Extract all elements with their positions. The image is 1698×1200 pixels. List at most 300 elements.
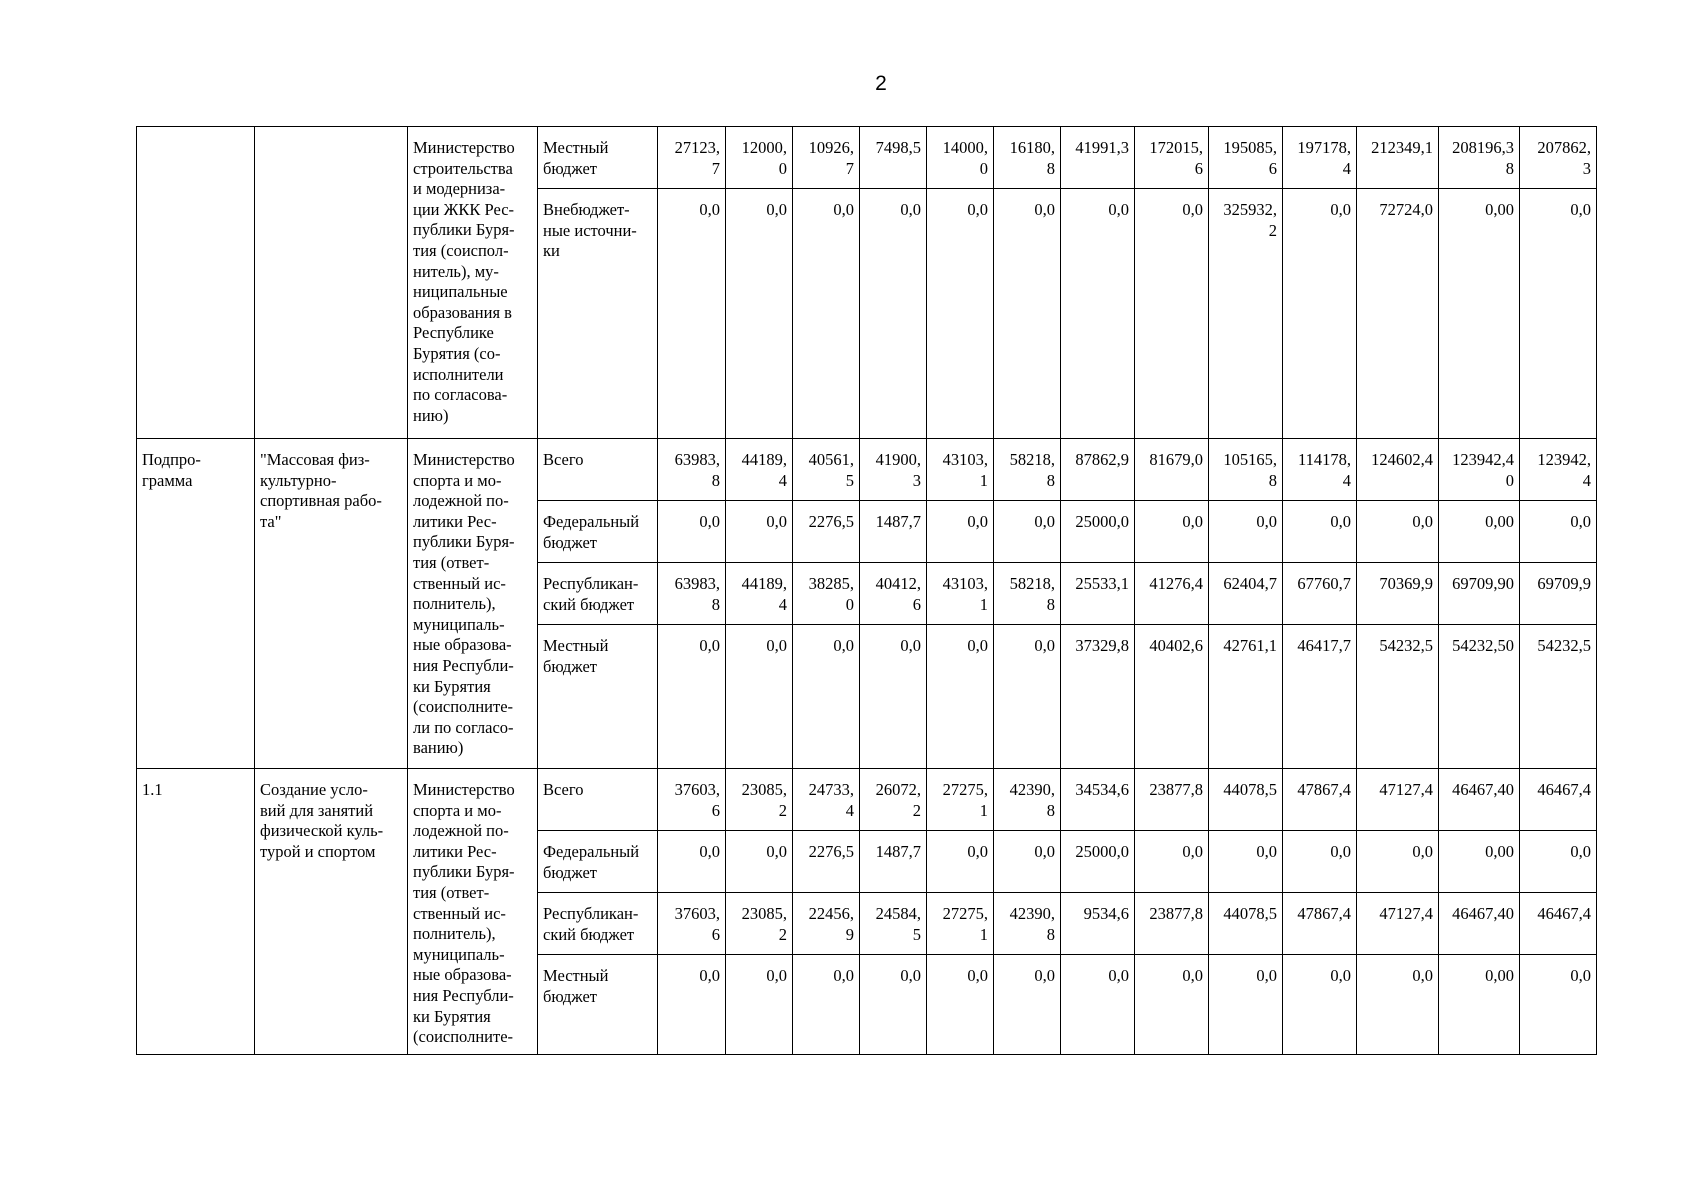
cell-line: 1 — [979, 594, 988, 614]
cell-text — [1212, 780, 1277, 801]
cell-text — [997, 842, 1055, 863]
cell-line: 54232,5 — [1379, 636, 1433, 655]
cell-text — [661, 842, 720, 863]
cell-line: ли по согласо- — [413, 717, 514, 737]
cell-line: физической куль- — [260, 821, 384, 841]
cell-line: исполнители — [413, 364, 504, 384]
cell-text — [1442, 966, 1514, 987]
cell-text — [1523, 780, 1591, 801]
cell-line: 42390, — [1009, 780, 1055, 799]
cell-text — [863, 200, 921, 221]
cell-line: 4 — [1582, 470, 1591, 490]
cell-text — [413, 780, 533, 1048]
cell-text — [1064, 842, 1129, 863]
cell-line: 22456, — [808, 904, 854, 923]
cell-text — [661, 574, 720, 615]
funding-source-cell — [538, 893, 658, 955]
cell-line: 4 — [1342, 158, 1351, 178]
cell-line: 208196,3 — [1452, 138, 1514, 157]
cell-text — [1212, 574, 1277, 595]
cell-line: 2276,5 — [808, 512, 854, 531]
cell-text — [863, 842, 921, 863]
cell-line: 27275, — [942, 904, 988, 923]
value-cell — [1061, 625, 1135, 769]
cell-line: спорта и мо- — [413, 800, 502, 820]
cell-line: бюджет — [543, 986, 597, 1006]
cell-line: ные образова- — [413, 965, 512, 985]
value-cell — [793, 127, 860, 189]
cell-line: Создание усло- — [260, 780, 368, 799]
value-cell — [927, 769, 994, 831]
cell-line: 0,0 — [699, 842, 720, 861]
cell-line: та" — [260, 511, 282, 531]
cell-line: 0,0 — [1412, 512, 1433, 531]
cell-line: 2 — [778, 800, 787, 820]
value-cell — [1283, 625, 1357, 769]
funding-source-cell — [538, 955, 658, 1055]
cell-line: 6 — [711, 800, 720, 820]
cell-line: 0,0 — [900, 636, 921, 655]
cell-text — [796, 904, 854, 945]
cell-line: 46467,40 — [1452, 780, 1514, 799]
cell-line: культурно- — [260, 470, 337, 490]
cell-text — [1138, 636, 1203, 657]
cell-text — [260, 780, 403, 862]
value-cell — [726, 563, 793, 625]
cell-line: 26072, — [875, 780, 921, 799]
cell-line: бюджет — [543, 532, 597, 552]
cell-line: 47867,4 — [1297, 780, 1351, 799]
cell-line: и модерниза- — [413, 179, 506, 199]
cell-line: 114178, — [1297, 450, 1351, 469]
value-cell — [793, 563, 860, 625]
cell-text — [729, 450, 787, 491]
cell-line: Местный — [543, 138, 609, 157]
value-cell — [1439, 769, 1520, 831]
cell-line: 7 — [711, 158, 720, 178]
cell-text — [930, 450, 988, 491]
cell-line: 25000,0 — [1075, 842, 1129, 861]
cell-text — [1523, 904, 1591, 925]
cell-text — [661, 512, 720, 533]
cell-line: 1 — [979, 800, 988, 820]
funding-source-cell — [538, 563, 658, 625]
cell-line: 4 — [845, 800, 854, 820]
cell-text — [1212, 966, 1277, 987]
cell-line: (соисполните- — [413, 1027, 514, 1047]
cell-line: 37329,8 — [1075, 636, 1129, 655]
cell-line: 44189, — [741, 450, 787, 469]
cell-text — [1442, 636, 1514, 657]
cell-line: литики Рес- — [413, 841, 497, 861]
cell-line: ные образова- — [413, 635, 512, 655]
cell-text — [1212, 138, 1277, 179]
cell-line: 43103, — [942, 450, 988, 469]
cell-text — [1064, 966, 1129, 987]
cell-text — [661, 780, 720, 821]
cell-text — [930, 138, 988, 179]
cell-line: 24584, — [875, 904, 921, 923]
cell-text — [729, 966, 787, 987]
value-cell — [1209, 127, 1283, 189]
value-cell — [1357, 955, 1439, 1055]
value-cell — [1520, 769, 1597, 831]
value-cell — [726, 831, 793, 893]
cell-text — [142, 780, 250, 801]
funding-source-cell — [538, 439, 658, 501]
value-cell — [1357, 625, 1439, 769]
cell-line: 0,0 — [1330, 966, 1351, 985]
value-cell — [994, 501, 1061, 563]
cell-text — [930, 636, 988, 657]
cell-text — [661, 138, 720, 179]
cell-text — [997, 512, 1055, 533]
cell-line: 54232,5 — [1537, 636, 1591, 655]
cell-text — [543, 780, 653, 801]
value-cell — [1520, 955, 1597, 1055]
cell-line: 0,0 — [833, 636, 854, 655]
value-cell — [1439, 501, 1520, 563]
cell-line: 0,0 — [1256, 512, 1277, 531]
value-cell — [1520, 127, 1597, 189]
cell-text — [1286, 842, 1351, 863]
cell-text — [930, 200, 988, 221]
value-cell — [1439, 127, 1520, 189]
cell-text — [1360, 780, 1433, 801]
cell-line: Внебюджет- — [543, 200, 630, 219]
cell-line: 0,0 — [1034, 200, 1055, 219]
cell-line: 0,0 — [967, 636, 988, 655]
cell-line: 3 — [1582, 158, 1591, 178]
cell-line: 44078,5 — [1223, 780, 1277, 799]
cell-line: 123942, — [1537, 450, 1591, 469]
cell-line: 0,0 — [1256, 842, 1277, 861]
cell-text — [1442, 780, 1514, 801]
cell-text — [1138, 966, 1203, 987]
cell-line: ванию) — [413, 738, 464, 758]
cell-text — [1286, 512, 1351, 533]
value-cell — [1135, 501, 1209, 563]
cell-text — [796, 450, 854, 491]
value-cell — [658, 893, 726, 955]
value-cell — [793, 625, 860, 769]
program-type-cell — [137, 127, 255, 439]
cell-text — [1523, 842, 1591, 863]
cell-text — [1212, 200, 1277, 241]
value-cell — [1135, 769, 1209, 831]
cell-line: 2276,5 — [808, 842, 854, 861]
cell-line: 195085, — [1223, 138, 1277, 157]
cell-line: ниципальные — [413, 282, 508, 302]
value-cell — [860, 563, 927, 625]
value-cell — [1283, 893, 1357, 955]
cell-text — [1523, 450, 1591, 491]
cell-text — [661, 636, 720, 657]
value-cell — [1439, 831, 1520, 893]
cell-line: 1487,7 — [875, 842, 921, 861]
value-cell — [860, 831, 927, 893]
cell-line: 6 — [1268, 158, 1277, 178]
value-cell — [793, 955, 860, 1055]
cell-text — [1523, 636, 1591, 657]
cell-line: Местный — [543, 966, 609, 985]
executor-cell — [408, 769, 538, 1055]
cell-line: 172015, — [1149, 138, 1203, 157]
value-cell — [658, 439, 726, 501]
value-cell — [1209, 625, 1283, 769]
cell-line: 0,0 — [699, 636, 720, 655]
cell-text — [1064, 636, 1129, 657]
cell-line: спортивная рабо- — [260, 491, 382, 511]
value-cell — [994, 189, 1061, 439]
value-cell — [1061, 769, 1135, 831]
cell-line: 1487,7 — [875, 512, 921, 531]
cell-line: Федеральный — [543, 842, 640, 861]
cell-text — [796, 636, 854, 657]
cell-text — [1442, 450, 1514, 491]
cell-text — [661, 904, 720, 945]
value-cell — [793, 769, 860, 831]
cell-line: 5 — [912, 924, 921, 944]
cell-line: спорта и мо- — [413, 470, 502, 490]
cell-line: ции ЖКК Рес- — [413, 199, 515, 219]
cell-line: литики Рес- — [413, 511, 497, 531]
value-cell — [1520, 439, 1597, 501]
cell-line: 0,0 — [900, 200, 921, 219]
executor-cell — [408, 439, 538, 769]
value-cell — [860, 501, 927, 563]
cell-line: 0,00 — [1485, 200, 1514, 219]
cell-line: 105165, — [1223, 450, 1277, 469]
cell-line: 41991,3 — [1075, 138, 1129, 157]
cell-line: (соисполните- — [413, 697, 514, 717]
value-cell — [793, 893, 860, 955]
cell-text — [1064, 512, 1129, 533]
cell-text — [863, 966, 921, 987]
cell-line: 46467,4 — [1537, 904, 1591, 923]
cell-line: 0,0 — [766, 200, 787, 219]
cell-line: лодежной по- — [413, 821, 509, 841]
value-cell — [927, 831, 994, 893]
cell-line: 5 — [845, 470, 854, 490]
cell-text — [543, 574, 653, 615]
value-cell — [927, 189, 994, 439]
cell-line: ки Бурятия — [413, 1006, 491, 1026]
value-cell — [1357, 189, 1439, 439]
cell-line: 9534,6 — [1083, 904, 1129, 923]
value-cell — [1061, 893, 1135, 955]
cell-line: 0,0 — [1034, 636, 1055, 655]
value-cell — [994, 769, 1061, 831]
cell-line: 24733, — [808, 780, 854, 799]
cell-line: ки Бурятия — [413, 676, 491, 696]
cell-line: 16180, — [1009, 138, 1055, 157]
cell-line: 0,0 — [1182, 200, 1203, 219]
cell-text — [997, 636, 1055, 657]
cell-text — [863, 574, 921, 615]
value-cell — [1283, 831, 1357, 893]
cell-text — [863, 138, 921, 159]
cell-line: тия (соиспол- — [413, 240, 509, 260]
cell-line: 63983, — [674, 574, 720, 593]
cell-line: 3 — [912, 470, 921, 490]
value-cell — [1357, 831, 1439, 893]
cell-line: 0,00 — [1485, 842, 1514, 861]
cell-text — [543, 450, 653, 471]
program-type-cell — [137, 439, 255, 769]
cell-line: 0,0 — [1182, 966, 1203, 985]
cell-text — [1360, 200, 1433, 221]
cell-text — [543, 966, 653, 1007]
value-cell — [860, 893, 927, 955]
value-cell — [1209, 439, 1283, 501]
cell-text — [1360, 138, 1433, 159]
cell-text — [1360, 966, 1433, 987]
value-cell — [1283, 563, 1357, 625]
cell-text — [1212, 450, 1277, 491]
value-cell — [1135, 439, 1209, 501]
cell-text — [260, 450, 403, 532]
value-cell — [860, 955, 927, 1055]
cell-text — [863, 512, 921, 533]
cell-line: 0,0 — [1108, 966, 1129, 985]
cell-line: 8 — [1046, 594, 1055, 614]
cell-line: 0,0 — [1570, 200, 1591, 219]
cell-line: 0,0 — [1570, 512, 1591, 531]
cell-text — [997, 574, 1055, 615]
cell-text — [930, 966, 988, 987]
cell-text — [1286, 138, 1351, 179]
cell-line: ния Республи- — [413, 985, 514, 1005]
cell-line: 0,0 — [967, 966, 988, 985]
cell-line: 325932, — [1223, 200, 1277, 219]
cell-line: 0 — [979, 158, 988, 178]
cell-line: 87862,9 — [1075, 450, 1129, 469]
value-cell — [1357, 501, 1439, 563]
value-cell — [1061, 127, 1135, 189]
cell-line: 8 — [711, 470, 720, 490]
cell-line: 23877,8 — [1149, 780, 1203, 799]
value-cell — [1357, 127, 1439, 189]
value-cell — [1357, 769, 1439, 831]
cell-line: 81679,0 — [1149, 450, 1203, 469]
cell-line: 0,0 — [699, 200, 720, 219]
cell-line: бюджет — [543, 158, 597, 178]
cell-line: 43103, — [942, 574, 988, 593]
cell-line: 0,0 — [1412, 966, 1433, 985]
value-cell — [1439, 563, 1520, 625]
cell-line: 0 — [845, 594, 854, 614]
cell-text — [930, 842, 988, 863]
cell-line: 10926, — [808, 138, 854, 157]
cell-text — [661, 200, 720, 221]
cell-line: 37603, — [674, 780, 720, 799]
value-cell — [658, 831, 726, 893]
cell-text — [543, 636, 653, 677]
value-cell — [726, 501, 793, 563]
cell-text — [796, 966, 854, 987]
cell-text — [729, 512, 787, 533]
value-cell — [793, 501, 860, 563]
cell-line: 44189, — [741, 574, 787, 593]
cell-text — [1138, 512, 1203, 533]
cell-line: тия (ответ- — [413, 552, 490, 572]
value-cell — [726, 439, 793, 501]
cell-line: 0,0 — [1330, 842, 1351, 861]
cell-line: 40412, — [875, 574, 921, 593]
cell-line: 6 — [711, 924, 720, 944]
cell-line: 0,0 — [1034, 512, 1055, 531]
program-name-cell — [255, 439, 408, 769]
value-cell — [726, 625, 793, 769]
value-cell — [994, 831, 1061, 893]
cell-text — [1138, 450, 1203, 471]
cell-text — [729, 636, 787, 657]
cell-text — [1523, 966, 1591, 987]
cell-line: 197178, — [1297, 138, 1351, 157]
cell-line: Всего — [543, 450, 584, 469]
cell-line: 0,0 — [967, 512, 988, 531]
cell-text — [413, 138, 533, 426]
cell-line: 69709,90 — [1452, 574, 1514, 593]
cell-line: 0,0 — [900, 966, 921, 985]
value-cell — [860, 189, 927, 439]
value-cell — [1135, 189, 1209, 439]
value-cell — [1061, 563, 1135, 625]
cell-line: 0,0 — [699, 512, 720, 531]
cell-line: 2 — [1268, 220, 1277, 240]
value-cell — [1209, 893, 1283, 955]
cell-line: 46467,40 — [1452, 904, 1514, 923]
cell-line: 25533,1 — [1075, 574, 1129, 593]
cell-text — [863, 780, 921, 821]
value-cell — [658, 625, 726, 769]
value-cell — [1439, 439, 1520, 501]
cell-text — [796, 780, 854, 821]
cell-line: 212349,1 — [1371, 138, 1433, 157]
cell-line: 0,0 — [1256, 966, 1277, 985]
cell-line: 27123, — [674, 138, 720, 157]
cell-line: 0,0 — [1182, 842, 1203, 861]
value-cell — [860, 625, 927, 769]
cell-line: 58218, — [1009, 574, 1055, 593]
cell-text — [729, 200, 787, 221]
value-cell — [927, 563, 994, 625]
cell-text — [997, 450, 1055, 491]
cell-line: 0,0 — [1570, 842, 1591, 861]
cell-text — [1442, 574, 1514, 595]
cell-line: грамма — [142, 470, 193, 490]
value-cell — [927, 893, 994, 955]
value-cell — [994, 893, 1061, 955]
cell-text — [543, 200, 653, 262]
cell-text — [1442, 200, 1514, 221]
cell-text — [1286, 780, 1351, 801]
funding-source-cell — [538, 625, 658, 769]
cell-line: 14000, — [942, 138, 988, 157]
cell-line: ки — [543, 241, 560, 261]
cell-text — [863, 904, 921, 945]
cell-line: тия (ответ- — [413, 882, 490, 902]
funding-source-cell — [538, 189, 658, 439]
cell-text — [1523, 574, 1591, 595]
cell-text — [796, 200, 854, 221]
cell-line: 70369,9 — [1379, 574, 1433, 593]
cell-line: Министерство — [413, 138, 515, 157]
cell-text — [729, 904, 787, 945]
cell-line: Подпро- — [142, 450, 201, 469]
cell-line: Всего — [543, 780, 584, 799]
